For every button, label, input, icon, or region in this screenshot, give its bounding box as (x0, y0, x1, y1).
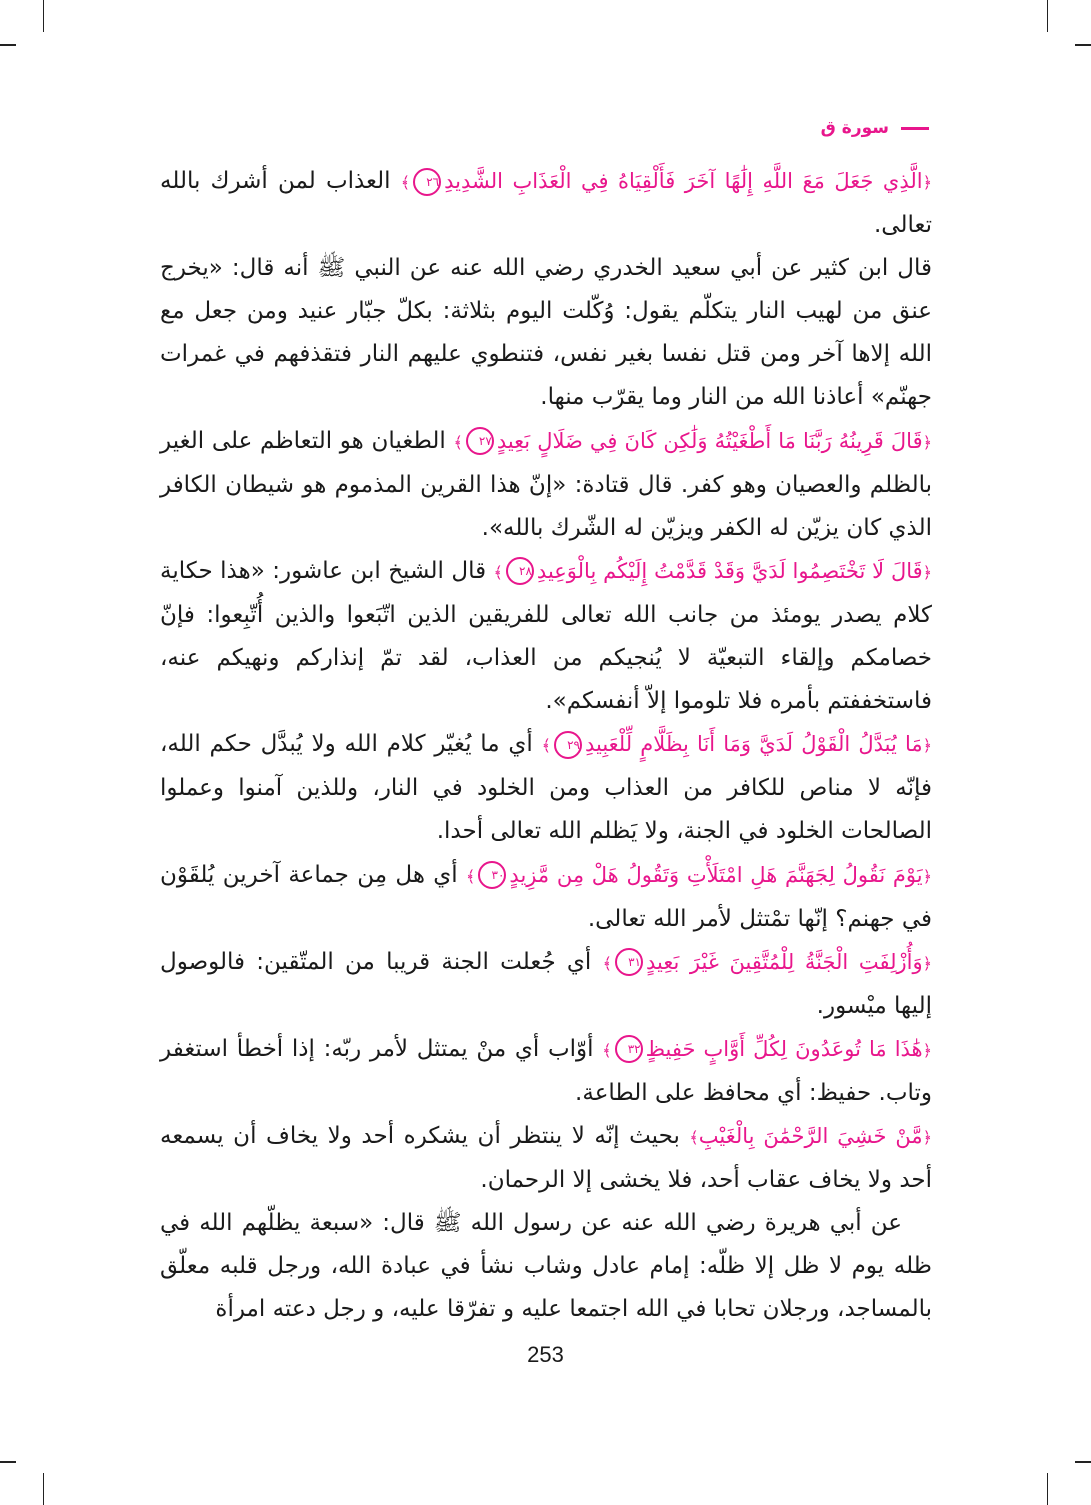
header-rule (901, 127, 929, 130)
paragraph-hadith-ibn-kathir (160, 247, 932, 419)
paragraph-verse-31 (160, 941, 932, 1028)
commentary-text: أوّاب أي منْ يمتثل لأمر ربّه: إذا أخطأ استغفر وتاب. حفيظ: أي محافظ على الطاعة. (160, 1035, 932, 1106)
crop-mark (43, 0, 44, 32)
ayah-number-medallion: ٢٧ (466, 427, 494, 455)
paragraph-verse-30 (160, 854, 932, 941)
commentary-text: قال الشيخ ابن عاشور: «هذا حكاية كلام يصدر يومئذ من جانب الله تعالى للفريقين الذين اتّبَعوا والذين أُتّبِعوا: فإنّ خصامكم وإلقاء التبعيّة لا يُنجيكم من العذاب، لقد تمّ إنذاركم ونهيكم عنه، فاستخففتم بأمره فلا تلوموا إلاّ أنفسكم». (160, 557, 932, 715)
close-bracket: ﴾ (400, 173, 411, 192)
paragraph-verse-29 (160, 723, 932, 853)
open-bracket: ﴿ (922, 1128, 932, 1148)
close-bracket: ﴾ (602, 1040, 612, 1060)
open-bracket: ﴿ (922, 173, 932, 192)
quran-verse: مَّنْ خَشِيَ الرَّحْمَٰنَ بِالْغَيْبِ (698, 1124, 923, 1149)
ayah-number-medallion: ٣١ (615, 948, 643, 976)
crop-mark (1047, 0, 1048, 32)
ayah-number-medallion: ٣٢ (615, 1035, 643, 1063)
quran-verse: وَأُزْلِفَتِ الْجَنَّةُ لِلْمُتَّقِينَ غَيْرَ بَعِيدٍ (645, 949, 923, 974)
quran-verse: قَالَ قَرِينُهُ رَبَّنَا مَا أَطْغَيْتُهُ وَلَٰكِن كَانَ فِي ضَلَالٍ بَعِيدٍ (496, 428, 923, 453)
crop-mark (43, 1473, 44, 1505)
open-bracket: ﴿ (922, 953, 932, 973)
commentary-text: الطغيان هو التعاظم على الغير بالظلم والعصيان وهو كفر. قال قتادة: «إنّ هذا القرين المذموم هو شيطان الكافر الذي كان يزيّن له الكفر ويزيّن له الشّرك بالله». (160, 427, 932, 541)
open-bracket: ﴿ (922, 562, 933, 582)
quran-verse: الَّذِي جَعَلَ مَعَ اللَّهِ إِلَٰهًا آخَرَ فَأَلْقِيَاهُ فِي الْعَذَابِ الشَّدِيدِ (444, 169, 923, 193)
close-bracket: ﴾ (689, 1128, 699, 1148)
running-head (821, 118, 929, 138)
commentary-text: أي جُعلت الجنة قريبا من المتّقين: فالوصول إليها ميْسور. (160, 948, 932, 1019)
ayah-number-medallion: ٢٨ (506, 557, 534, 585)
crop-mark (0, 1461, 16, 1463)
ayah-number-medallion: ٢٩ (554, 731, 582, 759)
open-bracket: ﴿ (922, 866, 933, 886)
commentary-text: أي ما يُغيّر كلام الله ولا يُبدَّل حكم الله، فإنّه لا مناص للكافر من العذاب ومن الخلود في النار، وللذين آمنوا وعملوا الصالحات الخلود في الجنة، ولا يَظلم الله تعالى أحدا. (160, 731, 932, 845)
crop-mark (1047, 1473, 1048, 1505)
crop-mark (1075, 44, 1091, 46)
crop-mark (0, 44, 16, 46)
paragraph-hadith-abu-hurayra (160, 1202, 932, 1331)
close-bracket: ﴾ (493, 562, 503, 582)
paragraph-verse-26 (160, 160, 932, 247)
commentary-text: عن أبي هريرة رضي الله عنه عن رسول الله ﷺ قال: «سبعة يظلّهم الله في ظله يوم لا ظل إلا ظلّه: إمام عادل وشاب نشأ في عبادة الله، ورجل قلبه معلّق بالمساجد، ورجلان تحابا في الله اجتمعا عليه و تفرّقا عليه، و رجل دعته امرأة (160, 1210, 932, 1323)
paragraph-verse-28 (160, 550, 932, 723)
paragraph-verse-33-partial (160, 1115, 932, 1202)
crop-mark (1075, 1461, 1091, 1463)
close-bracket: ﴾ (453, 432, 463, 452)
open-bracket: ﴿ (922, 736, 932, 756)
page-number: 253 (527, 1342, 564, 1367)
commentary-body (160, 160, 932, 1332)
close-bracket: ﴾ (541, 736, 551, 756)
commentary-text: بحيث إنّه لا ينتظر أن يشكره أحد ولا يخاف أن يسمعه أحد ولا يخاف عقاب أحد، فلا يخشى إلا الرحمان. (160, 1123, 932, 1194)
quran-verse: مَا يُبَدَّلُ الْقَوْلُ لَدَيَّ وَمَا أَنَا بِظَلَّامٍ لِّلْعَبِيدِ (584, 732, 923, 757)
quran-verse: قَالَ لَا تَخْتَصِمُوا لَدَيَّ وَقَدْ قَدَّمْتُ إِلَيْكُم بِالْوَعِيدِ (536, 558, 923, 583)
paragraph-verse-27 (160, 420, 932, 550)
close-bracket: ﴾ (466, 866, 476, 886)
ayah-number-medallion: ٣٠ (478, 861, 506, 889)
open-bracket: ﴿ (922, 432, 932, 452)
surah-title: سورة ق (820, 118, 889, 138)
close-bracket: ﴾ (602, 953, 612, 973)
commentary-text: قال ابن كثير عن أبي سعيد الخدري رضي الله عنه عن النبي ﷺ أنه قال: «يخرج عنق من لهيب النار يتكلّم يقول: وُكّلت اليوم بثلاثة: بكلّ جبّار عنيد ومن جعل مع الله إلاها آخر ومن قتل نفسا بغير نفس، فتنطوي عليهم النار فتقذفهم في غمرات جهنّم» أعاذنا الله من النار وما يقرّب منها. (160, 255, 932, 411)
commentary-text: العذاب لمن أشرك بالله تعالى. (160, 168, 932, 239)
ayah-number-medallion: ٢٦ (413, 168, 441, 196)
open-bracket: ﴿ (922, 1040, 933, 1060)
commentary-text: أي هل مِن جماعة آخرين يُلقَوْن في جهنم؟ إنّها تمْتثل لأمر الله تعالى. (160, 861, 932, 932)
quran-verse: هَٰذَا مَا تُوعَدُونَ لِكُلِّ أَوَّابٍ حَفِيظٍ (645, 1036, 923, 1061)
quran-verse: يَوْمَ نَقُولُ لِجَهَنَّمَ هَلِ امْتَلَأْتِ وَتَقُولُ هَلْ مِن مَّزِيدٍ (509, 862, 923, 887)
paragraph-verse-32 (160, 1028, 932, 1115)
